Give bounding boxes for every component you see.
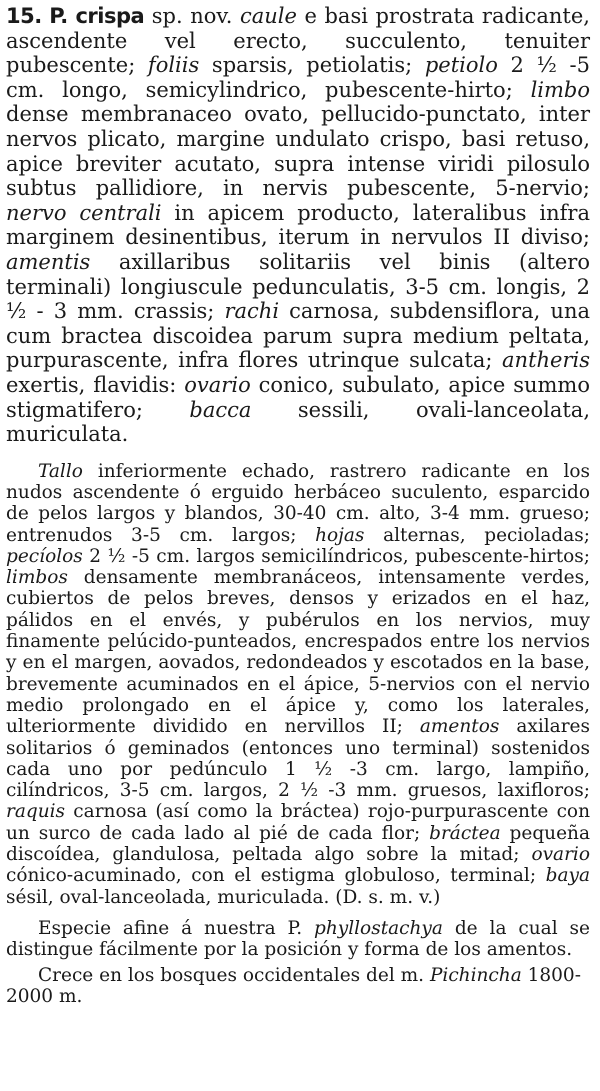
text-run: conico, subulato, apice summo stigmatifero;	[6, 372, 590, 422]
italic-term: caule	[239, 4, 297, 28]
italic-term: antheris	[502, 348, 590, 373]
habitat-note	[6, 965, 590, 1008]
italic-term: Pichincha	[429, 964, 522, 986]
text-run: axilares solitarios ó geminados (entonces uno terminal) sostenidos cada uno por pedúnculo 1 ½ -3 cm. largo, lampiño, cilíndricos, 3-5 cm. largos, 2 ½ -3 mm. gruesos, laxifloros;	[6, 716, 590, 802]
italic-term: bráctea	[429, 822, 501, 844]
italic-term: hojas	[315, 524, 365, 546]
italic-term: limbos	[6, 567, 68, 589]
latin-body	[6, 4, 590, 446]
text-run: exertis, flavidis:	[6, 372, 185, 397]
spanish-description	[6, 461, 590, 908]
text-run: in apicem producto, lateralibus infra marginem desinentibus, iterum in nervulos II diviso;	[6, 200, 590, 250]
italic-term: limbo	[530, 77, 590, 102]
affinity-note	[6, 918, 590, 961]
italic-term: raquis	[6, 801, 66, 823]
text-run: pequeña discoídea, glandulosa, peltada algo sobre la mitad;	[6, 822, 590, 866]
text-run: sparsis, petiolatis;	[199, 53, 425, 78]
text-run: axillaribus solitariis vel binis (altero terminali) longiuscule pedunculatis, 3-5 cm. longis, 2 ½ - 3 mm. crassis;	[6, 249, 590, 324]
text-run: carnosa, subdensiflora, una cum bractea discoidea parum supra medium peltata, purpurascente, infra flores utrinque sulcata;	[6, 299, 590, 373]
italic-term: ovario	[184, 372, 251, 397]
italic-term: rachi	[224, 299, 280, 324]
text-run: cónico-acuminado, con el estigma globuloso, terminal;	[6, 865, 546, 887]
italic-term: baya	[545, 865, 590, 887]
italic-term: bacca	[189, 397, 252, 422]
text-run: Crece en los bosques occidentales del m.	[38, 964, 430, 986]
species-status: sp. nov.	[151, 4, 233, 28]
italic-term: ovario	[531, 844, 590, 866]
italic-term: nervo centrali	[6, 200, 162, 225]
text-run: alternas, pecioladas;	[364, 524, 590, 546]
text-run: e basi prostrata radicante, ascendente vel erecto, succulento, tenuiter pubescente;	[6, 4, 590, 78]
text-run: de la cual se distingue fácilmente por la posición y forma de los amentos.	[6, 917, 590, 961]
italic-term: petiolo	[424, 53, 498, 78]
document-page	[6, 4, 590, 1007]
text-run: inferiormente echado, rastrero radicante en los nudos ascendente ó erguido herbáceo suculento, esparcido de pelos largos y blandos, 30-40 cm. alto, 3-4 mm. grueso; entrenudos 3-5 cm. largos;	[6, 460, 590, 546]
italic-term: amentis	[6, 249, 91, 274]
text-run: dense membranaceo ovato, pellucido-punctato, inter nervos plicato, margine undulato crispo, basi retuso, apice breviter acutato, supra intense viridi pilosulo subtus pallidiore, in nervis pubescente, 5-nervio;	[6, 102, 590, 201]
text-run: densamente membranáceos, intensamente verdes, cubiertos de pelos breves, densos y erizados en el haz, pálidos en el envés, y pubérulos en los nervios, muy finamente pelúcido-punteados, encrespados entre los nervios y en el margen, aovados, redondeados y escotados en la base, brevemente acuminados en el ápice, 5-nervios con el nervio medio prolongado en el ápice y, como los laterales, ulteriormente dividido en nervillos II;	[6, 567, 590, 738]
text-run: sessili, ovali-lanceolata, muriculata.	[6, 397, 590, 447]
text-run: 1800-2000 m.	[6, 964, 581, 1007]
latin-description	[6, 4, 590, 447]
text-run: 2 ½ -5 cm. longo, semicylindrico, pubescente-hirto;	[6, 53, 590, 102]
italic-term: phyllostachya	[314, 917, 443, 939]
text-run: sésil, oval-lanceolada, muriculada. (D. s. m. v.)	[6, 886, 441, 908]
italic-term: foliis	[147, 53, 200, 78]
species-number: 15.	[6, 4, 42, 28]
text-run: Especie afine á nuestra P.	[38, 917, 315, 939]
text-run: 2 ½ -5 cm. largos semicilíndricos, pubescente-hirtos;	[82, 545, 590, 567]
text-run: carnosa (así como la bráctea) rojo-purpurascente con un surco de cada lado al pié de cada flor;	[6, 801, 590, 844]
italic-term: pecíolos	[6, 545, 83, 567]
italic-term: amentos	[419, 716, 500, 738]
italic-term: Tallo	[38, 460, 83, 482]
species-name: P. crispa	[49, 4, 145, 28]
